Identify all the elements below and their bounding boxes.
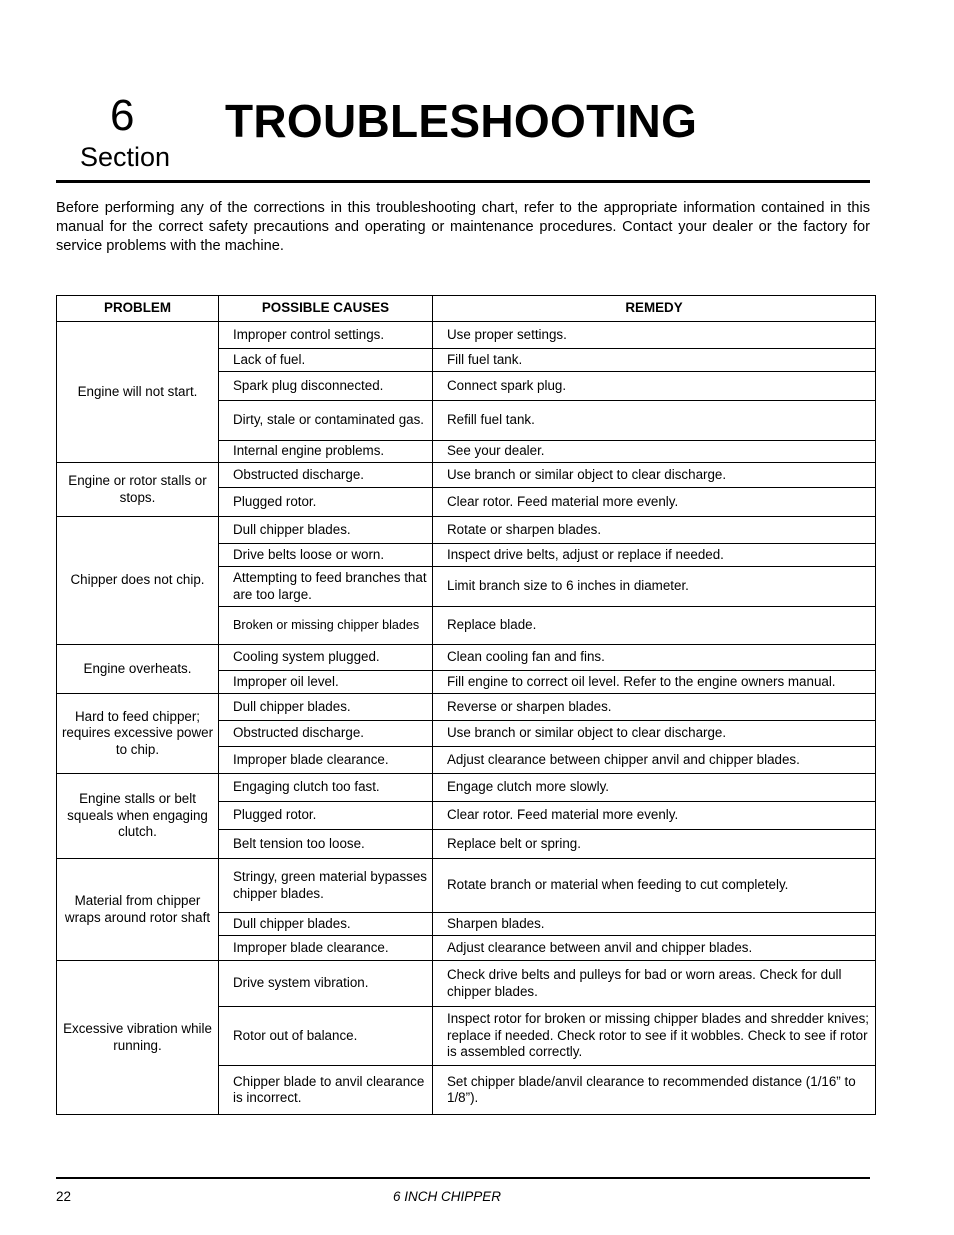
remedy-cell: Connect spark plug. bbox=[433, 372, 876, 401]
problem-cell: Engine will not start. bbox=[57, 322, 219, 463]
table-row bbox=[57, 694, 876, 721]
table-row bbox=[57, 859, 876, 913]
page-title: TROUBLESHOOTING bbox=[225, 95, 698, 147]
cause-cell: Stringy, green material bypasses chipper blades. bbox=[219, 859, 433, 913]
remedy-cell: Use branch or similar object to clear discharge. bbox=[433, 721, 876, 747]
cause-cell: Dull chipper blades. bbox=[219, 517, 433, 544]
cause-cell: Spark plug disconnected. bbox=[219, 372, 433, 401]
cause-cell: Obstructed discharge. bbox=[219, 721, 433, 747]
problem-cell: Excessive vibration while running. bbox=[57, 961, 219, 1115]
section-label: Section bbox=[80, 142, 171, 172]
section-number: 6 bbox=[110, 91, 135, 140]
footer-title: 6 INCH CHIPPER bbox=[393, 1189, 502, 1204]
cause-cell: Lack of fuel. bbox=[219, 349, 433, 372]
problem-cell: Hard to feed chipper; requires excessive power to chip. bbox=[57, 694, 219, 774]
cause-cell: Improper control settings. bbox=[219, 322, 433, 349]
cause-cell: Dull chipper blades. bbox=[219, 913, 433, 936]
header-rule bbox=[56, 180, 870, 183]
remedy-cell: Rotate or sharpen blades. bbox=[433, 517, 876, 544]
problem-cell: Engine or rotor stalls or stops. bbox=[57, 463, 219, 517]
problem-cell: Chipper does not chip. bbox=[57, 517, 219, 645]
cause-cell: Drive belts loose or worn. bbox=[219, 544, 433, 567]
cause-cell: Plugged rotor. bbox=[219, 802, 433, 830]
table-row bbox=[57, 517, 876, 544]
cause-cell: Broken or missing chipper blades bbox=[219, 607, 433, 645]
table-header-row bbox=[57, 296, 876, 322]
table-row bbox=[57, 961, 876, 1007]
remedy-cell: Fill fuel tank. bbox=[433, 349, 876, 372]
header-problem: PROBLEM bbox=[57, 296, 219, 322]
remedy-cell: Reverse or sharpen blades. bbox=[433, 694, 876, 721]
troubleshooting-table bbox=[56, 295, 876, 1115]
cause-cell: Obstructed discharge. bbox=[219, 463, 433, 488]
problem-cell: Engine overheats. bbox=[57, 645, 219, 694]
remedy-cell: Adjust clearance between chipper anvil and chipper blades. bbox=[433, 747, 876, 774]
header-causes: POSSIBLE CAUSES bbox=[219, 296, 433, 322]
remedy-cell: Replace belt or spring. bbox=[433, 830, 876, 859]
cause-cell: Internal engine problems. bbox=[219, 441, 433, 463]
remedy-cell: Replace blade. bbox=[433, 607, 876, 645]
remedy-cell: Refill fuel tank. bbox=[433, 401, 876, 441]
remedy-cell: Rotate branch or material when feeding to cut completely. bbox=[433, 859, 876, 913]
cause-cell: Chipper blade to anvil clearance is incorrect. bbox=[219, 1066, 433, 1115]
remedy-cell: Sharpen blades. bbox=[433, 913, 876, 936]
remedy-cell: Check drive belts and pulleys for bad or worn areas. Check for dull chipper blades. bbox=[433, 961, 876, 1007]
remedy-cell: Use branch or similar object to clear discharge. bbox=[433, 463, 876, 488]
table-row bbox=[57, 322, 876, 349]
remedy-cell: See your dealer. bbox=[433, 441, 876, 463]
remedy-cell: Adjust clearance between anvil and chipper blades. bbox=[433, 936, 876, 961]
remedy-cell: Inspect rotor for broken or missing chipper blades and shredder knives; replace if needed. Check rotor to see if it wobbles. Check to see if rotor is assembled correctly. bbox=[433, 1007, 876, 1066]
remedy-cell: Use proper settings. bbox=[433, 322, 876, 349]
intro-paragraph: Before performing any of the corrections in this troubleshooting chart, refer to the appropriate information contained in this manual for the correct safety precautions and operating or maintenance procedures. Contact your dealer or the factory for service problems with the machine. bbox=[56, 200, 870, 254]
remedy-cell: Set chipper blade/anvil clearance to recommended distance (1/16” to 1/8”). bbox=[433, 1066, 876, 1115]
table-row bbox=[57, 774, 876, 802]
remedy-cell: Engage clutch more slowly. bbox=[433, 774, 876, 802]
cause-cell: Plugged rotor. bbox=[219, 488, 433, 517]
cause-cell: Drive system vibration. bbox=[219, 961, 433, 1007]
remedy-cell: Clean cooling fan and fins. bbox=[433, 645, 876, 671]
remedy-cell: Inspect drive belts, adjust or replace if needed. bbox=[433, 544, 876, 567]
cause-cell: Attempting to feed branches that are too large. bbox=[219, 567, 433, 607]
table-row bbox=[57, 645, 876, 671]
page-number: 22 bbox=[56, 1189, 72, 1204]
cause-cell: Engaging clutch too fast. bbox=[219, 774, 433, 802]
cause-cell: Belt tension too loose. bbox=[219, 830, 433, 859]
problem-cell: Material from chipper wraps around rotor shaft bbox=[57, 859, 219, 961]
cause-cell: Rotor out of balance. bbox=[219, 1007, 433, 1066]
cause-cell: Improper oil level. bbox=[219, 671, 433, 694]
remedy-cell: Limit branch size to 6 inches in diameter. bbox=[433, 567, 876, 607]
cause-cell: Dirty, stale or contaminated gas. bbox=[219, 401, 433, 441]
header-remedy: REMEDY bbox=[433, 296, 876, 322]
footer-rule bbox=[56, 1177, 870, 1179]
remedy-cell: Clear rotor. Feed material more evenly. bbox=[433, 488, 876, 517]
remedy-cell: Clear rotor. Feed material more evenly. bbox=[433, 802, 876, 830]
cause-cell: Improper blade clearance. bbox=[219, 936, 433, 961]
remedy-cell: Fill engine to correct oil level. Refer to the engine owners manual. bbox=[433, 671, 876, 694]
cause-cell: Cooling system plugged. bbox=[219, 645, 433, 671]
cause-cell: Dull chipper blades. bbox=[219, 694, 433, 721]
cause-cell: Improper blade clearance. bbox=[219, 747, 433, 774]
problem-cell: Engine stalls or belt squeals when engaging clutch. bbox=[57, 774, 219, 859]
table-row bbox=[57, 463, 876, 488]
